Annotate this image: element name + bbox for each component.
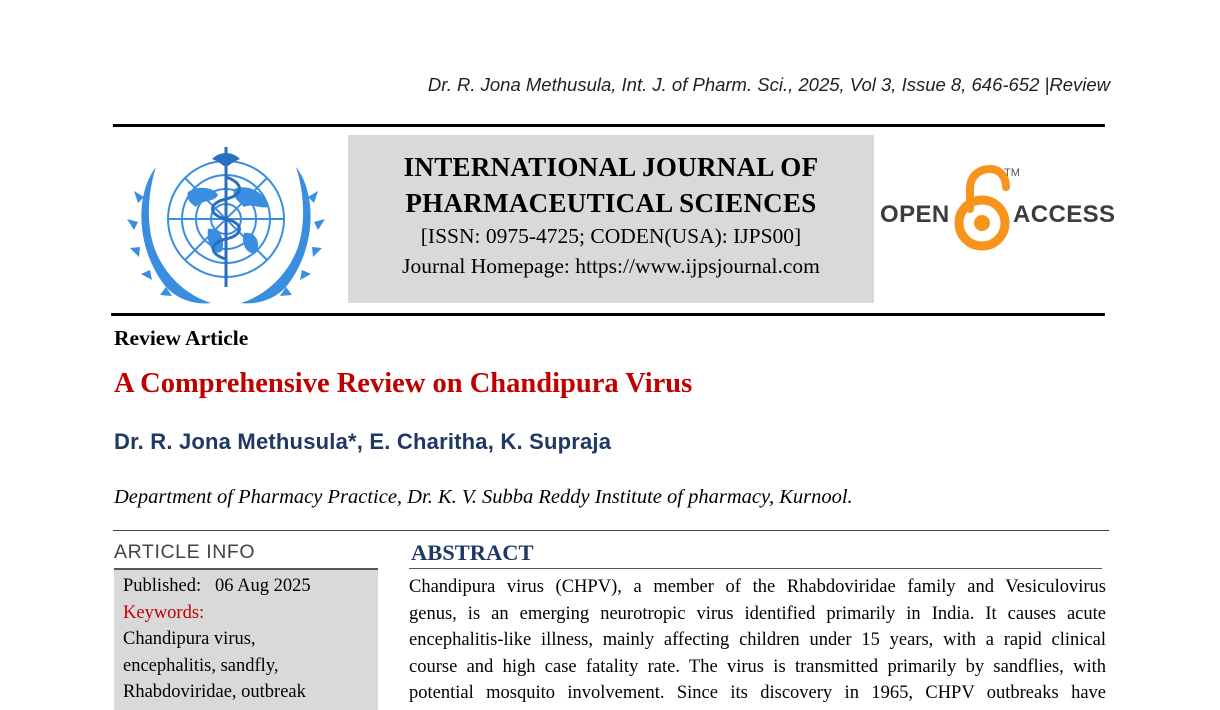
published-row [123, 573, 370, 600]
open-lock-icon [954, 165, 1010, 253]
journal-title-line1: INTERNATIONAL JOURNAL OF [403, 152, 819, 182]
author-affiliation: Department of Pharmacy Practice, Dr. K. V. Subba Reddy Institute of pharmacy, Kurnool. [114, 486, 853, 508]
open-access-word-right: ACCESS [1013, 201, 1116, 228]
published-label: Published: [123, 576, 202, 596]
keywords-label: Keywords: [123, 602, 205, 623]
open-access-word-left: OPEN [880, 201, 950, 228]
header-rule-bottom [111, 313, 1105, 316]
journal-homepage: Journal Homepage: https://www.ijpsjournal.com [402, 254, 820, 278]
published-date: 06 Aug 2025 [215, 576, 311, 596]
trademark-mark: TM [1004, 167, 1020, 179]
journal-issn: [ISSN: 0975-4725; CODEN(USA): IJPS00] [420, 224, 802, 248]
article-authors: Dr. R. Jona Methusula*, E. Charitha, K. Supraja [114, 429, 612, 454]
abstract-rule [409, 568, 1102, 569]
keywords-line: Rhabdoviridae, outbreak [123, 682, 306, 702]
abstract-line: Chandipura virus (CHPV), a member of the Rhabdoviridae family and Vesiculovirus [409, 577, 1106, 597]
article-info-heading: ARTICLE INFO [114, 541, 256, 563]
running-head: Dr. R. Jona Methusula, Int. J. of Pharm. Sci., 2025, Vol 3, Issue 8, 646-652 |Review [427, 74, 1110, 95]
abstract-heading: ABSTRACT [411, 540, 534, 565]
abstract-line: genus, is an emerging neurotropic virus identified primarily in India. It causes acute [409, 603, 1106, 624]
abstract-line: course and high case fatality rate. The virus is transmitted primarily by sandflies, with [409, 656, 1106, 677]
journal-emblem-logo [126, 137, 326, 307]
keywords-line: encephalitis, sandfly, [123, 655, 279, 676]
journal-masthead [348, 135, 874, 303]
abstract-line: encephalitis-like illness, mainly affecting children under 15 years, with a rapid clinical [409, 630, 1106, 650]
abstract-body [409, 574, 1106, 707]
header-rule-top [113, 124, 1105, 127]
keywords-line: Chandipura virus, [123, 629, 256, 649]
section-divider [113, 530, 1109, 531]
article-type: Review Article [114, 326, 249, 350]
article-title: A Comprehensive Review on Chandipura Virus [114, 368, 693, 399]
article-info-panel [114, 570, 378, 710]
open-access-logo [880, 163, 1116, 257]
abstract-line: potential mosquito involvement. Since its discovery in 1965, CHPV outbreaks have [409, 683, 1106, 703]
journal-title-line2: PHARMACEUTICAL SCIENCES [405, 188, 817, 218]
